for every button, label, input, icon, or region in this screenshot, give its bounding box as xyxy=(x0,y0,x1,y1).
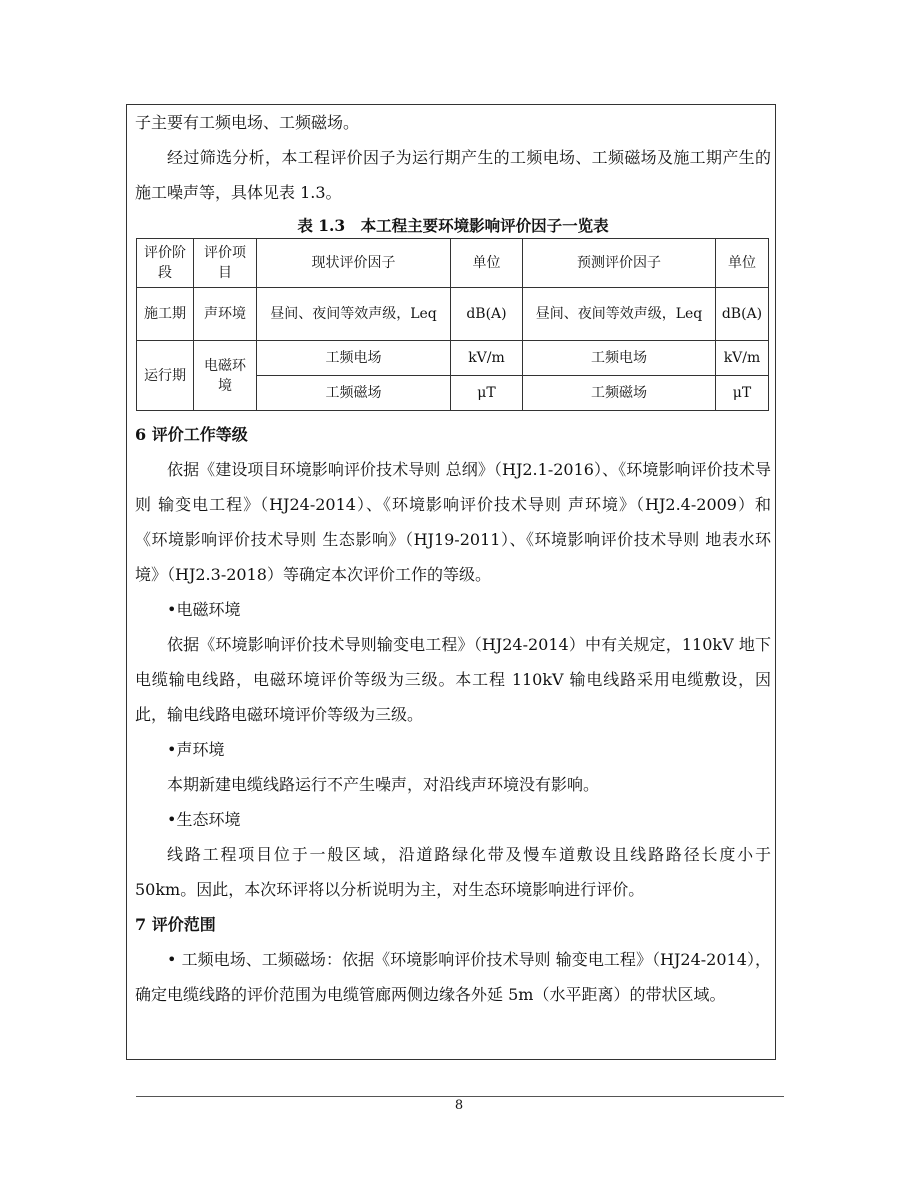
table-cell: 电磁环境 xyxy=(194,341,257,411)
table-cell: dB(A) xyxy=(451,288,523,341)
table-cell: 工频电场 xyxy=(523,341,716,376)
table-cell: 运行期 xyxy=(137,341,194,411)
ecological-paragraph: 线路工程项目位于一般区域，沿道路绿化带及慢车道敷设且线路路径长度小于 50km。因此，本次环评将以分析说明为主，对生态环境影响进行评价。 xyxy=(135,845,771,899)
content-frame xyxy=(126,104,776,1060)
section-6-title: 6 评价工作等级 xyxy=(135,425,248,444)
header-cell: 评价阶段 xyxy=(137,239,194,288)
table-cell: 施工期 xyxy=(137,288,194,341)
bullet-electromagnetic: •电磁环境 xyxy=(167,600,241,619)
content-body xyxy=(135,105,771,1012)
table-cell: kV/m xyxy=(451,341,523,376)
paragraph-continuation: 子主要有工频电场、工频磁场。 xyxy=(135,113,360,132)
table-caption: 表 1.3 本工程主要环境影响评价因子一览表 xyxy=(297,216,609,235)
section-7-paragraph: • 工频电场、工频磁场：依据《环境影响评价技术导则 输变电工程》（HJ24-2014），确定电缆线路的评价范围为电缆管廊两侧边缘各外延 5m（水平距离）的带状区域。 xyxy=(135,950,771,1004)
footer-divider xyxy=(136,1096,784,1097)
evaluation-factor-table xyxy=(136,238,769,411)
page-number: 8 xyxy=(454,1098,464,1113)
table-header-row xyxy=(137,239,769,288)
header-cell: 预测评价因子 xyxy=(523,239,716,288)
paragraph-screening: 经过筛选分析，本工程评价因子为运行期产生的工频电场、工频磁场及施工期产生的施工噪声等，具体见表 1.3。 xyxy=(135,148,771,202)
table-cell: 工频磁场 xyxy=(257,376,451,411)
section-6-paragraph: 依据《建设项目环境影响评价技术导则 总纲》（HJ2.1-2016）、《环境影响评价技术导则 输变电工程》（HJ24-2014）、《环境影响评价技术导则 声环境》（HJ2.4-2009）和《环境影响评价技术导则 生态影响》（HJ19-2011）、《环境影响评价技术导则 地表水环境》（HJ2.3-2018）等确定本次评价工作的等级。 xyxy=(135,460,771,584)
table-cell: 昼间、夜间等效声级，Leq xyxy=(257,288,451,341)
table-cell: dB(A) xyxy=(716,288,769,341)
section-7-title: 7 评价范围 xyxy=(135,915,216,934)
bullet-acoustic: •声环境 xyxy=(167,740,225,759)
table-row xyxy=(137,288,769,341)
header-cell: 单位 xyxy=(451,239,523,288)
header-cell: 单位 xyxy=(716,239,769,288)
table-cell: 工频电场 xyxy=(257,341,451,376)
table-cell: 声环境 xyxy=(194,288,257,341)
header-cell: 评价项目 xyxy=(194,239,257,288)
table-cell: μT xyxy=(716,376,769,411)
table-cell: 工频磁场 xyxy=(523,376,716,411)
table-row xyxy=(137,341,769,376)
table-cell: μT xyxy=(451,376,523,411)
table-cell: kV/m xyxy=(716,341,769,376)
bullet-ecological: •生态环境 xyxy=(167,810,241,829)
header-cell: 现状评价因子 xyxy=(257,239,451,288)
electromagnetic-paragraph: 依据《环境影响评价技术导则输变电工程》（HJ24-2014）中有关规定，110kV 地下电缆输电线路，电磁环境评价等级为三级。本工程 110kV 输电线路采用电缆敷设，因此，输电线路电磁环境评价等级为三级。 xyxy=(135,635,771,724)
table-cell: 昼间、夜间等效声级，Leq xyxy=(523,288,716,341)
acoustic-paragraph: 本期新建电缆线路运行不产生噪声，对沿线声环境没有影响。 xyxy=(167,775,600,794)
